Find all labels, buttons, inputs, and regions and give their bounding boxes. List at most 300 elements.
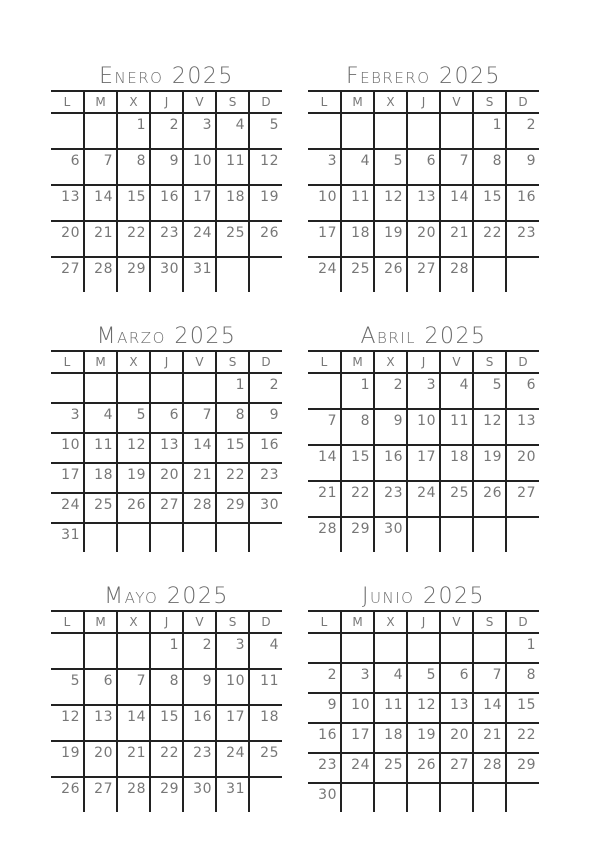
day-cell bbox=[308, 373, 341, 409]
day-number: 28 bbox=[483, 757, 502, 773]
day-cell bbox=[407, 517, 440, 552]
day-number: 1 bbox=[136, 117, 146, 133]
day-number: 3 bbox=[360, 667, 370, 683]
weekday-header: S bbox=[216, 611, 249, 633]
day-number: 1 bbox=[526, 637, 536, 653]
day-number: 9 bbox=[526, 153, 536, 169]
day-cell bbox=[117, 669, 150, 705]
weekday-header: J bbox=[150, 611, 183, 633]
day-cell bbox=[308, 149, 341, 185]
day-cell bbox=[506, 445, 539, 481]
week-row bbox=[51, 633, 282, 669]
week-row bbox=[308, 663, 539, 693]
day-cell bbox=[308, 445, 341, 481]
day-number: 25 bbox=[351, 261, 370, 277]
day-number: 27 bbox=[160, 497, 179, 513]
day-cell bbox=[374, 753, 407, 783]
day-cell bbox=[216, 463, 249, 493]
day-cell bbox=[117, 113, 150, 149]
day-cell bbox=[150, 669, 183, 705]
day-cell bbox=[249, 633, 282, 669]
day-number: 6 bbox=[426, 153, 436, 169]
day-number: 24 bbox=[226, 745, 245, 761]
day-number: 27 bbox=[61, 261, 80, 277]
day-cell bbox=[407, 753, 440, 783]
day-number: 22 bbox=[226, 467, 245, 483]
day-cell bbox=[216, 221, 249, 257]
day-cell bbox=[84, 403, 117, 433]
day-cell bbox=[51, 185, 84, 221]
day-cell bbox=[473, 221, 506, 257]
day-number: 28 bbox=[127, 781, 146, 797]
day-cell bbox=[506, 481, 539, 517]
day-number: 14 bbox=[193, 437, 212, 453]
day-cell bbox=[308, 185, 341, 221]
weekday-header: S bbox=[216, 351, 249, 373]
day-cell bbox=[249, 403, 282, 433]
day-number: 24 bbox=[193, 225, 212, 241]
day-cell bbox=[506, 517, 539, 552]
day-number: 7 bbox=[492, 667, 502, 683]
day-cell bbox=[308, 409, 341, 445]
day-number: 25 bbox=[450, 485, 469, 501]
weekday-header: X bbox=[374, 611, 407, 633]
day-cell bbox=[473, 481, 506, 517]
day-number: 21 bbox=[318, 485, 337, 501]
day-cell bbox=[473, 693, 506, 723]
week-row bbox=[51, 113, 282, 149]
weekday-header: X bbox=[374, 91, 407, 113]
day-number: 23 bbox=[384, 485, 403, 501]
day-cell bbox=[117, 493, 150, 523]
day-cell bbox=[506, 221, 539, 257]
day-cell bbox=[84, 777, 117, 812]
week-row bbox=[308, 409, 539, 445]
day-number: 5 bbox=[426, 667, 436, 683]
day-number: 11 bbox=[260, 673, 279, 689]
day-number: 20 bbox=[417, 225, 436, 241]
month-march bbox=[51, 324, 282, 552]
weekday-header: M bbox=[84, 91, 117, 113]
day-cell bbox=[249, 705, 282, 741]
day-cell bbox=[150, 463, 183, 493]
day-number: 30 bbox=[318, 787, 337, 803]
day-number: 20 bbox=[450, 727, 469, 743]
day-number: 23 bbox=[193, 745, 212, 761]
day-cell bbox=[506, 693, 539, 723]
day-number: 13 bbox=[94, 709, 113, 725]
day-cell bbox=[341, 753, 374, 783]
day-cell bbox=[183, 669, 216, 705]
day-number: 11 bbox=[94, 437, 113, 453]
day-number: 16 bbox=[384, 449, 403, 465]
day-cell bbox=[440, 113, 473, 149]
day-number: 25 bbox=[260, 745, 279, 761]
weekday-header: L bbox=[308, 611, 341, 633]
day-cell bbox=[341, 663, 374, 693]
day-cell bbox=[84, 373, 117, 403]
day-cell bbox=[183, 403, 216, 433]
day-cell bbox=[51, 669, 84, 705]
day-number: 9 bbox=[269, 407, 279, 423]
day-cell bbox=[84, 705, 117, 741]
day-cell bbox=[183, 433, 216, 463]
day-cell bbox=[84, 669, 117, 705]
day-cell bbox=[308, 723, 341, 753]
day-number: 26 bbox=[260, 225, 279, 241]
month-january bbox=[51, 64, 282, 292]
day-cell bbox=[183, 493, 216, 523]
day-number: 18 bbox=[384, 727, 403, 743]
day-cell bbox=[117, 221, 150, 257]
day-cell bbox=[473, 517, 506, 552]
day-number: 11 bbox=[351, 189, 370, 205]
day-cell bbox=[374, 723, 407, 753]
day-number: 8 bbox=[136, 153, 146, 169]
day-number: 24 bbox=[351, 757, 370, 773]
day-cell bbox=[374, 185, 407, 221]
weekday-header: J bbox=[150, 91, 183, 113]
weekday-header: V bbox=[440, 611, 473, 633]
day-cell bbox=[341, 409, 374, 445]
day-number: 5 bbox=[492, 377, 502, 393]
day-cell bbox=[374, 149, 407, 185]
day-cell bbox=[84, 149, 117, 185]
day-cell bbox=[117, 523, 150, 552]
day-number: 11 bbox=[450, 413, 469, 429]
week-row bbox=[308, 149, 539, 185]
day-number: 5 bbox=[70, 673, 80, 689]
day-number: 2 bbox=[393, 377, 403, 393]
day-number: 23 bbox=[517, 225, 536, 241]
day-number: 13 bbox=[61, 189, 80, 205]
day-cell bbox=[308, 113, 341, 149]
day-cell bbox=[374, 409, 407, 445]
day-cell bbox=[308, 221, 341, 257]
day-cell bbox=[216, 633, 249, 669]
day-cell bbox=[374, 113, 407, 149]
weekday-header: V bbox=[183, 351, 216, 373]
weekday-header: V bbox=[440, 351, 473, 373]
day-cell bbox=[249, 433, 282, 463]
day-number: 3 bbox=[426, 377, 436, 393]
day-number: 27 bbox=[450, 757, 469, 773]
day-cell bbox=[473, 185, 506, 221]
weekday-header: M bbox=[341, 91, 374, 113]
day-cell bbox=[374, 257, 407, 292]
day-number: 10 bbox=[226, 673, 245, 689]
week-row bbox=[308, 723, 539, 753]
day-number: 10 bbox=[318, 189, 337, 205]
day-cell bbox=[473, 445, 506, 481]
day-cell bbox=[308, 693, 341, 723]
day-cell bbox=[84, 257, 117, 292]
day-cell bbox=[51, 493, 84, 523]
week-row bbox=[51, 463, 282, 493]
day-number: 6 bbox=[169, 407, 179, 423]
day-cell bbox=[341, 633, 374, 663]
day-cell bbox=[84, 221, 117, 257]
week-row bbox=[51, 705, 282, 741]
day-number: 18 bbox=[94, 467, 113, 483]
day-cell bbox=[51, 777, 84, 812]
week-row bbox=[51, 523, 282, 552]
month-title: Mayo 2025 bbox=[104, 584, 229, 609]
day-cell bbox=[341, 113, 374, 149]
day-cell bbox=[51, 149, 84, 185]
day-number: 12 bbox=[483, 413, 502, 429]
day-number: 15 bbox=[351, 449, 370, 465]
day-number: 11 bbox=[384, 697, 403, 713]
day-number: 15 bbox=[160, 709, 179, 725]
day-cell bbox=[216, 523, 249, 552]
day-cell bbox=[117, 463, 150, 493]
week-row bbox=[51, 433, 282, 463]
day-cell bbox=[440, 693, 473, 723]
day-cell bbox=[440, 221, 473, 257]
day-cell bbox=[51, 257, 84, 292]
weekday-header: J bbox=[407, 91, 440, 113]
day-number: 25 bbox=[94, 497, 113, 513]
day-number: 13 bbox=[450, 697, 469, 713]
week-row bbox=[51, 373, 282, 403]
day-number: 17 bbox=[318, 225, 337, 241]
day-number: 16 bbox=[193, 709, 212, 725]
day-cell bbox=[150, 149, 183, 185]
day-cell bbox=[506, 409, 539, 445]
day-number: 30 bbox=[260, 497, 279, 513]
week-row bbox=[308, 221, 539, 257]
month-title: Abril 2025 bbox=[360, 324, 487, 349]
day-number: 19 bbox=[483, 449, 502, 465]
day-cell bbox=[150, 113, 183, 149]
week-row bbox=[51, 403, 282, 433]
day-cell bbox=[249, 523, 282, 552]
day-cell bbox=[150, 403, 183, 433]
day-cell bbox=[51, 373, 84, 403]
day-cell bbox=[308, 517, 341, 552]
day-number: 20 bbox=[160, 467, 179, 483]
day-cell bbox=[51, 221, 84, 257]
day-cell bbox=[117, 705, 150, 741]
day-cell bbox=[216, 113, 249, 149]
day-cell bbox=[374, 481, 407, 517]
day-cell bbox=[150, 741, 183, 777]
day-cell bbox=[440, 517, 473, 552]
day-number: 6 bbox=[526, 377, 536, 393]
day-cell bbox=[150, 257, 183, 292]
day-cell bbox=[117, 777, 150, 812]
weekday-header: S bbox=[216, 91, 249, 113]
day-number: 19 bbox=[61, 745, 80, 761]
day-cell bbox=[216, 741, 249, 777]
day-cell bbox=[407, 185, 440, 221]
weekday-header: D bbox=[506, 611, 539, 633]
weekday-header: X bbox=[374, 351, 407, 373]
day-number: 7 bbox=[327, 413, 337, 429]
day-cell bbox=[341, 783, 374, 812]
week-row bbox=[308, 753, 539, 783]
day-number: 28 bbox=[94, 261, 113, 277]
day-number: 4 bbox=[360, 153, 370, 169]
day-number: 3 bbox=[327, 153, 337, 169]
week-row bbox=[51, 149, 282, 185]
day-cell bbox=[506, 113, 539, 149]
month-title: Febrero 2025 bbox=[345, 64, 502, 89]
day-number: 8 bbox=[526, 667, 536, 683]
day-number: 14 bbox=[450, 189, 469, 205]
day-number: 27 bbox=[417, 261, 436, 277]
day-number: 30 bbox=[384, 521, 403, 537]
day-number: 21 bbox=[483, 727, 502, 743]
day-cell bbox=[341, 481, 374, 517]
day-cell bbox=[506, 723, 539, 753]
weekday-header: L bbox=[51, 91, 84, 113]
day-number: 27 bbox=[94, 781, 113, 797]
day-cell bbox=[150, 185, 183, 221]
day-number: 26 bbox=[483, 485, 502, 501]
day-cell bbox=[407, 481, 440, 517]
day-number: 24 bbox=[61, 497, 80, 513]
day-number: 31 bbox=[226, 781, 245, 797]
day-number: 22 bbox=[160, 745, 179, 761]
day-cell bbox=[374, 517, 407, 552]
day-cell bbox=[117, 185, 150, 221]
day-cell bbox=[506, 633, 539, 663]
day-cell bbox=[150, 493, 183, 523]
week-row bbox=[51, 221, 282, 257]
day-cell bbox=[183, 523, 216, 552]
calendar-grid bbox=[51, 610, 282, 812]
day-number: 23 bbox=[160, 225, 179, 241]
day-number: 14 bbox=[94, 189, 113, 205]
weekday-header: S bbox=[473, 91, 506, 113]
day-cell bbox=[341, 517, 374, 552]
day-number: 18 bbox=[260, 709, 279, 725]
day-number: 3 bbox=[235, 637, 245, 653]
day-cell bbox=[374, 663, 407, 693]
day-cell bbox=[183, 373, 216, 403]
weekday-header: L bbox=[51, 351, 84, 373]
weekday-header: L bbox=[308, 91, 341, 113]
day-cell bbox=[183, 741, 216, 777]
day-cell bbox=[407, 693, 440, 723]
day-number: 5 bbox=[269, 117, 279, 133]
day-cell bbox=[84, 463, 117, 493]
day-cell bbox=[183, 705, 216, 741]
day-cell bbox=[341, 221, 374, 257]
day-cell bbox=[407, 633, 440, 663]
day-number: 9 bbox=[327, 697, 337, 713]
calendar-grid bbox=[51, 90, 282, 292]
day-cell bbox=[440, 633, 473, 663]
day-number: 20 bbox=[61, 225, 80, 241]
day-number: 28 bbox=[450, 261, 469, 277]
day-cell bbox=[150, 523, 183, 552]
day-cell bbox=[440, 481, 473, 517]
day-number: 19 bbox=[384, 225, 403, 241]
day-cell bbox=[183, 221, 216, 257]
day-number: 8 bbox=[169, 673, 179, 689]
day-cell bbox=[216, 705, 249, 741]
day-cell bbox=[341, 185, 374, 221]
day-cell bbox=[341, 445, 374, 481]
day-cell bbox=[407, 113, 440, 149]
day-cell bbox=[150, 633, 183, 669]
day-cell bbox=[51, 523, 84, 552]
day-cell bbox=[249, 149, 282, 185]
day-number: 8 bbox=[235, 407, 245, 423]
day-cell bbox=[249, 221, 282, 257]
day-number: 7 bbox=[136, 673, 146, 689]
weekday-header: V bbox=[183, 91, 216, 113]
day-cell bbox=[440, 663, 473, 693]
day-cell bbox=[249, 373, 282, 403]
day-number: 5 bbox=[136, 407, 146, 423]
day-number: 22 bbox=[351, 485, 370, 501]
weekday-header: J bbox=[407, 611, 440, 633]
day-cell bbox=[249, 113, 282, 149]
month-title: Junio 2025 bbox=[362, 584, 485, 609]
day-cell bbox=[374, 373, 407, 409]
day-cell bbox=[440, 783, 473, 812]
day-cell bbox=[216, 777, 249, 812]
day-cell bbox=[249, 777, 282, 812]
day-number: 1 bbox=[360, 377, 370, 393]
day-cell bbox=[308, 633, 341, 663]
calendar-grid bbox=[51, 350, 282, 552]
day-cell bbox=[506, 783, 539, 812]
day-cell bbox=[308, 783, 341, 812]
day-number: 7 bbox=[459, 153, 469, 169]
day-cell bbox=[51, 705, 84, 741]
week-row bbox=[51, 185, 282, 221]
day-cell bbox=[84, 113, 117, 149]
day-number: 16 bbox=[260, 437, 279, 453]
day-number: 9 bbox=[169, 153, 179, 169]
day-cell bbox=[117, 633, 150, 669]
day-number: 15 bbox=[517, 697, 536, 713]
weekday-header: X bbox=[117, 91, 150, 113]
day-cell bbox=[84, 433, 117, 463]
day-number: 10 bbox=[351, 697, 370, 713]
week-row bbox=[308, 445, 539, 481]
weekday-header: S bbox=[473, 611, 506, 633]
day-number: 12 bbox=[417, 697, 436, 713]
weekday-header: M bbox=[84, 351, 117, 373]
day-number: 10 bbox=[193, 153, 212, 169]
day-cell bbox=[440, 373, 473, 409]
weekday-header: D bbox=[249, 611, 282, 633]
day-number: 28 bbox=[193, 497, 212, 513]
weekday-header: S bbox=[473, 351, 506, 373]
day-number: 15 bbox=[226, 437, 245, 453]
day-cell bbox=[440, 185, 473, 221]
day-cell bbox=[440, 149, 473, 185]
day-number: 1 bbox=[492, 117, 502, 133]
day-number: 31 bbox=[193, 261, 212, 277]
day-number: 12 bbox=[384, 189, 403, 205]
day-cell bbox=[216, 257, 249, 292]
day-number: 22 bbox=[517, 727, 536, 743]
day-number: 21 bbox=[450, 225, 469, 241]
day-number: 9 bbox=[202, 673, 212, 689]
day-number: 3 bbox=[70, 407, 80, 423]
day-cell bbox=[473, 409, 506, 445]
day-cell bbox=[506, 663, 539, 693]
day-cell bbox=[374, 633, 407, 663]
day-cell bbox=[183, 463, 216, 493]
